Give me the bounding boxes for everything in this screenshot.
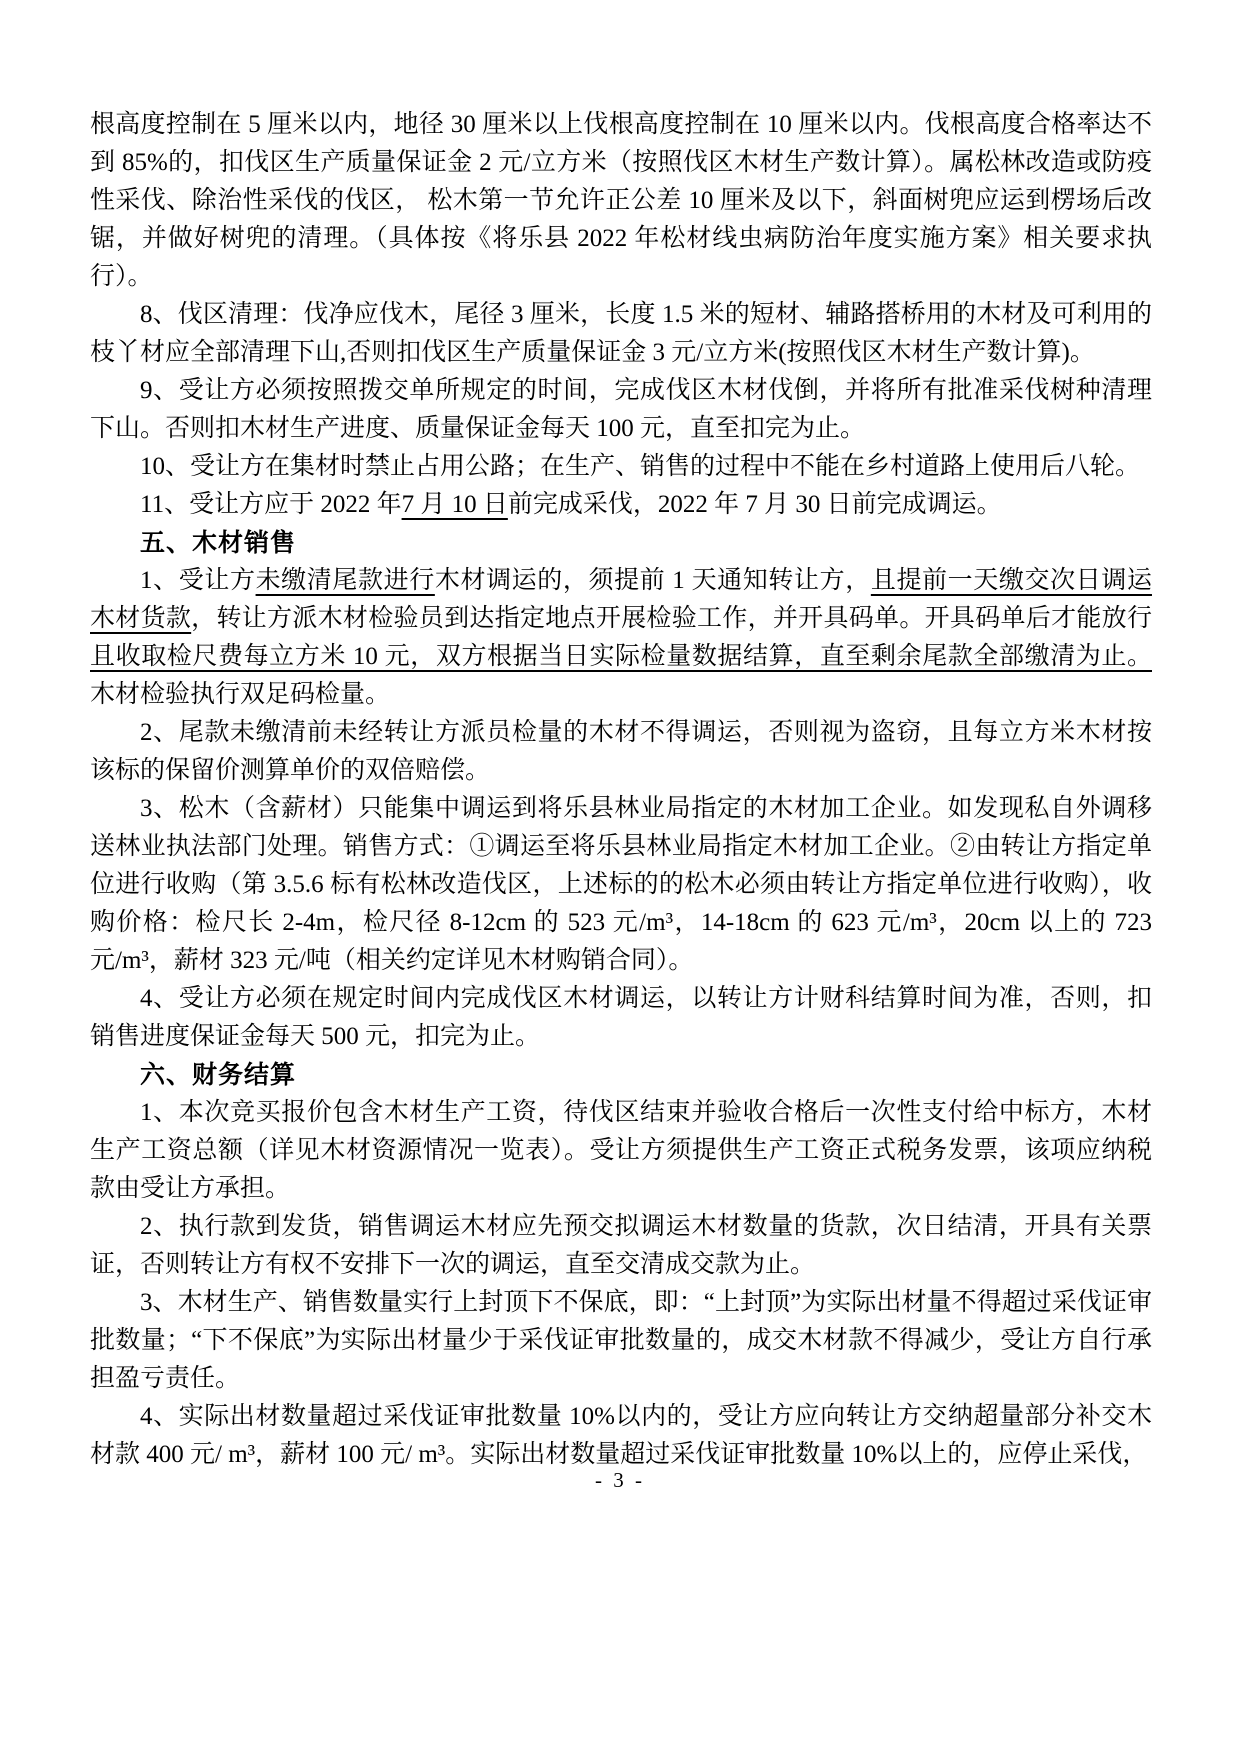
para-s6-item4-overage-payment [90, 1398, 1152, 1474]
text-run: 4、受让方必须在规定时间内完成伐区木材调运，以转让方计财科结算时间为准，否则，扣销售进度保证金每天 500 元，扣完为止。 [90, 985, 1152, 1050]
para-s5-item4-transport-deadline [90, 980, 1152, 1056]
heading-section6-financial-settlement: 六、财务结算 [140, 1061, 297, 1089]
text-run: 2、执行款到发货，销售调运木材应先预交拟调运木材数量的货款，次日结清，开具有关票证，否则转让方有权不安排下一次的调运，直至交清成交款为止。 [90, 1213, 1152, 1278]
text-run: 11、受让方应于 2022 年 [140, 491, 402, 518]
para-s5-item1-payment-inspection [90, 562, 1152, 714]
text-run: 木材检验执行双足码检量。 [90, 681, 391, 708]
underlined-date: 7 月 10 日 [401, 491, 508, 518]
para-s6-item2-payment-before-delivery [90, 1208, 1152, 1284]
underlined-clause: 未缴清尾款进行 [255, 567, 435, 594]
text-run: 3、松木（含薪材）只能集中调运到将乐县林业局指定的木材加工企业。如发现私自外调移送林业执法部门处理。销售方式：①调运至将乐县林业局指定木材加工企业。②由转让方指定单位进行收购（第 3.5.6 标有松林改造伐区，上述标的的松木必须由转让方指定单位进行收购），收购价格：检尺长 2-4m，检尺径 8-12cm 的 523 元/m³，14-18cm 的 623 元/m³，20cm 以上的 723 元/m³，薪材 323 元/吨（相关约定详见木材购销合同）。 [90, 795, 1152, 974]
text-run: ，转让方派木材检验员到达指定地点开展检验工作，并开具码单。开具码单后才能放行 [191, 605, 1152, 632]
para-item11-deadlines [90, 486, 1152, 524]
text-run: 4、实际出材数量超过采伐证审批数量 10%以内的，受让方应向转让方交纳超量部分补交木材款 400 元/ m³，薪材 100 元/ m³。实际出材数量超过采伐证审批数量 10%以上的，应停止采伐， [90, 1403, 1152, 1468]
document-body [90, 106, 1152, 1474]
text-run: 1、受让方 [140, 567, 256, 594]
text-run: 木材调运的，须提前 1 天通知转让方， [434, 567, 871, 594]
para-item8-site-clearing [90, 296, 1152, 372]
underlined-clause: 且提前一天缴交次日调运木材货款 [90, 567, 1152, 632]
para-s6-item3-quantity-cap [90, 1284, 1152, 1398]
text-run: 10、受让方在集材时禁止占用公路；在生产、销售的过程中不能在乡村道路上使用后八轮。 [140, 453, 1141, 480]
text-run: 2、尾款未缴清前未经转让方派员检量的木材不得调运，否则视为盗窃，且每立方米木材按该标的保留价测算单价的双倍赔偿。 [90, 719, 1152, 784]
text-run: 9、受让方必须按照拨交单所规定的时间，完成伐区木材伐倒，并将所有批准采伐树种清理下山。否则扣木材生产进度、质量保证金每天 100 元，直至扣完为止。 [90, 377, 1152, 442]
text-run: 前完成采伐，2022 年 7 月 30 日前完成调运。 [507, 491, 1002, 518]
para-item10-road-use [90, 448, 1152, 486]
text-run: 8、伐区清理：伐净应伐木，尾径 3 厘米，长度 1.5 米的短材、辅路搭桥用的木材及可利用的枝丫材应全部清理下山,否则扣伐区生产质量保证金 3 元/立方米(按照伐区木材生产数计算)。 [90, 301, 1152, 366]
text-run: 3、木材生产、销售数量实行上封顶下不保底，即：“上封顶”为实际出材量不得超过采伐证审批数量；“下不保底”为实际出材量少于采伐证审批数量的，成交木材款不得减少，受让方自行承担盈亏责任。 [90, 1289, 1152, 1392]
para-s6-item1-production-wages [90, 1094, 1152, 1208]
para-item9-felling-schedule [90, 372, 1152, 448]
page-number: - 3 - [595, 1468, 645, 1492]
text-run: 1、本次竞买报价包含木材生产工资，待伐区结束并验收合格后一次性支付给中标方，木材生产工资总额（详见木材资源情况一览表）。受让方须提供生产工资正式税务发票，该项应纳税款由受让方承担。 [90, 1099, 1152, 1202]
text-run: 根高度控制在 5 厘米以内，地径 30 厘米以上伐根高度控制在 10 厘米以内。伐根高度合格率达不到 85%的，扣伐区生产质量保证金 2 元/立方米（按照伐区木材生产数计算）。属松林改造或防疫性采伐、除治性采伐的伐区， 松木第一节允许正公差 10 厘米及以下，斜面树兜应运到楞场后改锯，并做好树兜的清理。（具体按《将乐县 2022 年松材线虫病防治年度实施方案》相关要求执行）。 [90, 111, 1152, 290]
para-s5-item2-unauthorized-transport [90, 714, 1152, 790]
heading-section5-timber-sales: 五、木材销售 [140, 529, 297, 557]
underlined-clause: 且收取检尺费每立方米 10 元，双方根据当日实际检量数据结算，直至剩余尾款全部缴清为止。 [90, 643, 1152, 670]
para-stump-height-rules [90, 106, 1152, 296]
para-s5-item3-pine-sales-pricing [90, 790, 1152, 980]
